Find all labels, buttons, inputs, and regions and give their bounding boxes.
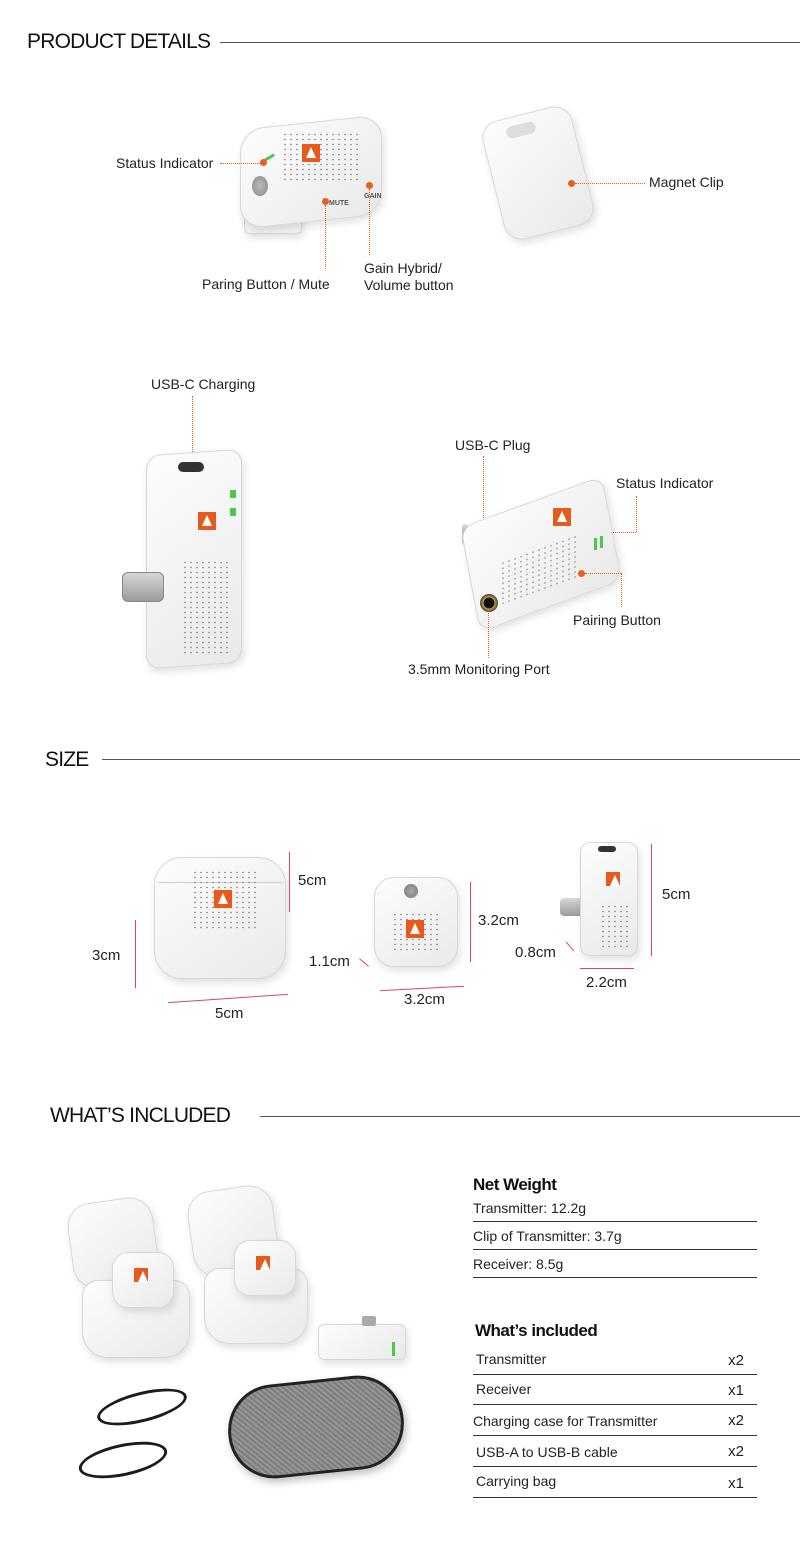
callout-line xyxy=(621,573,622,607)
receiver-angled-led xyxy=(594,538,597,550)
table-row xyxy=(473,1405,757,1436)
included-qty: x1 xyxy=(728,1475,744,1492)
callout-usb-c-charging: USB-C Charging xyxy=(151,376,256,392)
receiver-front-grille xyxy=(182,560,232,654)
included-title: What’s included xyxy=(475,1321,598,1340)
kit-receiver-led xyxy=(392,1342,395,1356)
callout-line xyxy=(636,496,637,532)
table-row xyxy=(473,1250,757,1278)
callout-line xyxy=(325,205,326,269)
table-row xyxy=(473,1345,757,1375)
included-item: Carrying bag xyxy=(476,1473,557,1489)
section-divider xyxy=(102,759,800,760)
dimension-case-width: 5cm xyxy=(215,1005,244,1022)
included-item: Transmitter xyxy=(476,1351,547,1367)
callout-line xyxy=(575,183,645,184)
included-item: USB-A to USB-B cable xyxy=(476,1444,618,1460)
kit-transmitter-2-logo xyxy=(256,1256,270,1270)
size-receiver-port xyxy=(598,846,616,852)
dimension-line xyxy=(289,852,290,912)
callout-line xyxy=(220,163,262,164)
dimension-case-height: 5cm xyxy=(298,872,327,889)
kit-receiver-plug xyxy=(362,1316,376,1326)
callout-magnet-clip: Magnet Clip xyxy=(649,174,724,190)
dimension-line xyxy=(566,942,574,952)
included-item: Receiver xyxy=(476,1381,532,1397)
callout-status-indicator-tx: Status Indicator xyxy=(116,155,214,171)
receiver-front-led xyxy=(230,490,236,498)
included-item: Charging case for Transmitter xyxy=(473,1413,658,1429)
callout-line xyxy=(369,189,370,255)
dimension-tx-depth: 1.1cm xyxy=(309,953,350,970)
receiver-angled-led xyxy=(600,536,603,548)
dimension-line xyxy=(359,958,369,966)
table-row xyxy=(473,1467,757,1498)
dimension-tx-width: 3.2cm xyxy=(404,991,445,1008)
dimension-tx-height: 3.2cm xyxy=(478,912,519,929)
dimension-case-depth: 3cm xyxy=(92,947,121,964)
magnet-clip-image xyxy=(479,103,598,244)
table-row xyxy=(473,1194,757,1222)
included-qty: x2 xyxy=(728,1352,744,1369)
section-divider xyxy=(200,42,800,43)
section-title-product-details: PRODUCT DETAILS xyxy=(27,30,220,54)
case-logo xyxy=(214,890,232,908)
section-title-size: SIZE xyxy=(45,748,98,772)
transmitter-gain-label: GAIN xyxy=(364,193,382,200)
kit-cable-2 xyxy=(76,1435,171,1485)
included-qty: x2 xyxy=(728,1412,744,1429)
receiver-front-led xyxy=(230,508,236,516)
receiver-usbc-plug xyxy=(122,572,164,602)
net-weight-receiver: Receiver: 8.5g xyxy=(473,1256,564,1272)
callout-pairing-button: Pairing Button xyxy=(573,612,661,628)
table-row xyxy=(473,1375,757,1405)
callout-dot xyxy=(568,180,575,187)
receiver-monitoring-port xyxy=(480,594,498,612)
size-transmitter-mic xyxy=(404,884,418,898)
transmitter-logo xyxy=(302,144,320,162)
callout-line xyxy=(585,573,621,574)
callout-gain-line2: Volume button xyxy=(364,277,454,293)
dimension-line xyxy=(470,882,471,962)
kit-carrying-bag xyxy=(224,1371,409,1483)
callout-status-indicator-rx: Status Indicator xyxy=(616,475,714,491)
net-weight-clip: Clip of Transmitter: 3.7g xyxy=(473,1228,622,1244)
net-weight-transmitter: Transmitter: 12.2g xyxy=(473,1200,587,1216)
size-receiver-grille xyxy=(600,904,632,948)
dimension-line xyxy=(135,920,136,988)
callout-dot xyxy=(366,182,373,189)
transmitter-grille xyxy=(282,132,358,182)
size-receiver-logo xyxy=(606,872,620,886)
dimension-rx-depth: 0.8cm xyxy=(515,944,556,961)
dimension-rx-width: 2.2cm xyxy=(586,974,627,991)
receiver-usbc-port xyxy=(178,462,204,472)
receiver-front-logo xyxy=(198,512,216,530)
included-qty: x2 xyxy=(728,1443,744,1460)
callout-dot xyxy=(578,570,585,577)
included-qty: x1 xyxy=(728,1382,744,1399)
net-weight-title: Net Weight xyxy=(473,1175,557,1194)
transmitter-mic-hole xyxy=(252,176,268,196)
section-title-whats-included: WHAT’S INCLUDED xyxy=(50,1104,240,1128)
dimension-line xyxy=(168,994,288,1003)
callout-line xyxy=(488,610,489,658)
size-transmitter-logo xyxy=(406,920,424,938)
dimension-line xyxy=(580,968,634,969)
callout-gain-line1: Gain Hybrid/ xyxy=(364,260,442,276)
dimension-rx-height: 5cm xyxy=(662,886,691,903)
table-row xyxy=(473,1222,757,1250)
receiver-angled-logo xyxy=(553,508,571,526)
dimension-line xyxy=(651,844,652,956)
section-divider xyxy=(260,1116,800,1117)
callout-usb-c-plug: USB-C Plug xyxy=(455,437,531,453)
callout-monitoring-port: 3.5mm Monitoring Port xyxy=(408,661,550,677)
callout-dot xyxy=(260,159,267,166)
kit-cable-1 xyxy=(94,1381,191,1432)
callout-pairing-button-mute: Paring Button / Mute xyxy=(202,276,330,292)
callout-dot xyxy=(322,198,329,205)
table-row xyxy=(473,1436,757,1467)
kit-transmitter-1-logo xyxy=(134,1268,148,1282)
transmitter-mute-label: MUTE xyxy=(329,200,349,207)
